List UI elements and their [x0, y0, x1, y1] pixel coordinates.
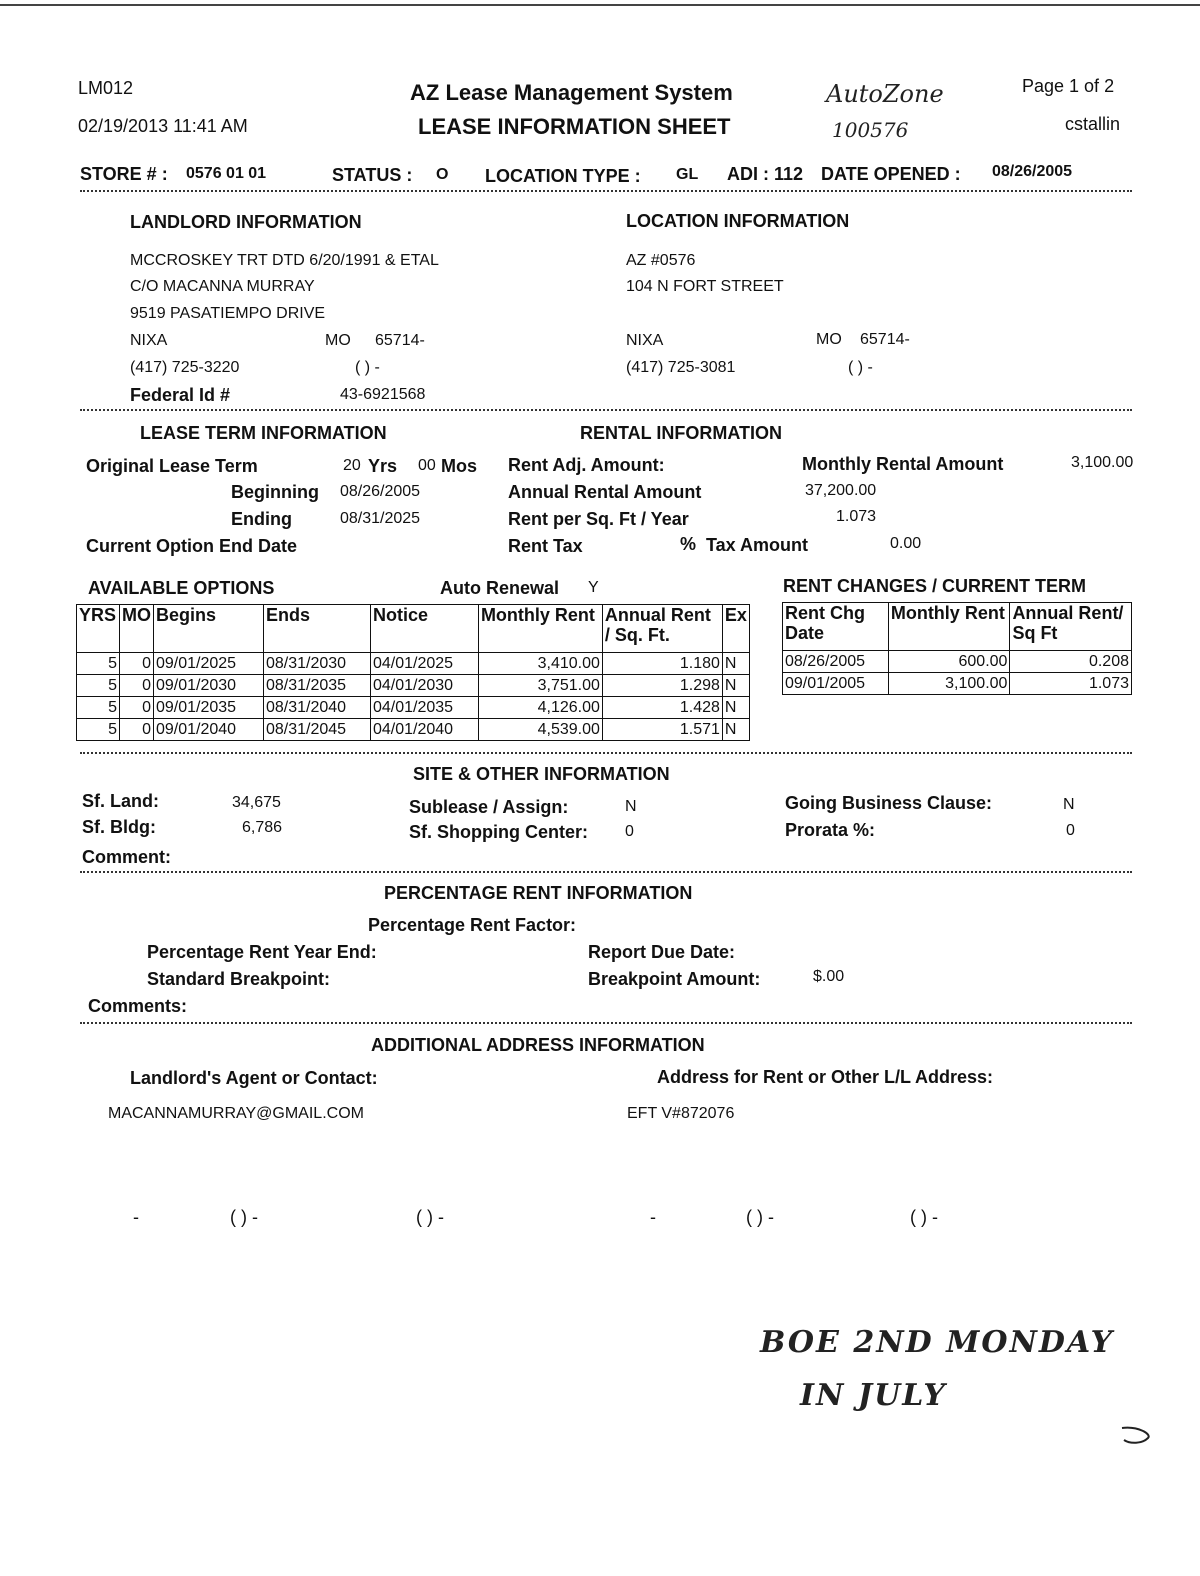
table-row — [77, 719, 750, 741]
rent-tax-label: Rent Tax — [508, 536, 583, 556]
table-row — [77, 675, 750, 697]
sf-land-value: 34,675 — [232, 794, 281, 811]
landlord-state: MO — [325, 332, 351, 349]
standard-breakpoint-label: Standard Breakpoint: — [147, 969, 331, 989]
agent-value: MACANNAMURRAY@GMAIL.COM — [108, 1105, 364, 1122]
separator — [80, 1022, 1132, 1024]
address-label: Address for Rent or Other L/L Address: — [657, 1067, 994, 1087]
cell-begins: 09/01/2025 — [153, 653, 263, 675]
col-header-rent-chg-date: Rent Chg Date — [783, 603, 889, 651]
cell-begins: 09/01/2030 — [153, 675, 263, 697]
rent-sqft-label: Rent per Sq. Ft / Year — [508, 509, 689, 529]
sheet-title: LEASE INFORMATION SHEET — [418, 114, 731, 139]
rent-changes-table — [782, 602, 1132, 695]
address-value: EFT V#872076 — [627, 1105, 735, 1122]
separator — [80, 190, 1132, 192]
term-months: 00 — [418, 457, 436, 474]
rent-changes-heading: RENT CHANGES / CURRENT TERM — [783, 576, 1087, 596]
federal-id-label: Federal Id # — [130, 385, 231, 405]
months-label: Mos — [441, 456, 477, 476]
beginning-value: 08/26/2005 — [340, 483, 421, 500]
location-zip: 65714- — [860, 331, 910, 348]
status-value: O — [436, 166, 449, 183]
location-city: NIXA — [626, 332, 664, 349]
additional-heading: ADDITIONAL ADDRESS INFORMATION — [371, 1035, 705, 1055]
separator — [80, 409, 1132, 411]
landlord-name: MCCROSKEY TRT DTD 6/20/1991 & ETAL — [130, 252, 439, 269]
blank-phone: ( ) - — [746, 1207, 774, 1227]
cell-begins: 09/01/2035 — [153, 697, 263, 719]
col-header-notice: Notice — [370, 605, 478, 653]
options-table — [76, 604, 750, 741]
percentage-factor-label: Percentage Rent Factor: — [368, 915, 577, 935]
blank-phone: ( ) - — [910, 1207, 938, 1227]
going-business-value: N — [1063, 796, 1075, 813]
user-name: cstallin — [1065, 114, 1121, 134]
landlord-zip: 65714- — [375, 332, 425, 349]
store-value: 0576 01 01 — [186, 165, 267, 182]
cell-yrs: 5 — [77, 719, 120, 741]
location-type-label: LOCATION TYPE : — [485, 166, 641, 186]
separator — [80, 752, 1132, 754]
agent-label: Landlord's Agent or Contact: — [130, 1068, 378, 1088]
percentage-heading: PERCENTAGE RENT INFORMATION — [384, 883, 693, 903]
date-opened-value: 08/26/2005 — [992, 163, 1073, 180]
term-years: 20 — [343, 457, 361, 474]
ending-value: 08/31/2025 — [340, 510, 421, 527]
lease-term-heading: LEASE TERM INFORMATION — [140, 423, 387, 443]
date-opened-label: DATE OPENED : — [821, 164, 961, 184]
cell-monthly-rent: 3,410.00 — [478, 653, 602, 675]
col-header-annual-rent-sqft: Annual Rent/ Sq Ft — [1010, 603, 1132, 651]
cell-yrs: 5 — [77, 675, 120, 697]
landlord-heading: LANDLORD INFORMATION — [130, 212, 362, 232]
table-row — [783, 651, 1132, 673]
system-title: AZ Lease Management System — [410, 80, 733, 105]
cell-mo: 0 — [119, 697, 153, 719]
store-label: STORE # : — [80, 164, 168, 184]
annual-rental-label: Annual Rental Amount — [508, 482, 702, 502]
cell-monthly-rent: 4,539.00 — [478, 719, 602, 741]
col-header-begins: Begins — [153, 605, 263, 653]
breakpoint-amount-value: $.00 — [813, 968, 845, 985]
cell-annual-rent-sqft: 1.180 — [602, 653, 722, 675]
cell-ex: N — [722, 719, 749, 741]
options-header-row — [77, 605, 750, 653]
cell-notice: 04/01/2025 — [370, 653, 478, 675]
shopping-center-value: 0 — [625, 823, 634, 840]
table-row — [77, 653, 750, 675]
blank-dash: - — [650, 1207, 656, 1227]
col-header-yrs: YRS — [77, 605, 120, 653]
cell-yrs: 5 — [77, 697, 120, 719]
handwritten-note-line1: BOE 2ND MONDAY — [760, 1325, 1115, 1360]
percentage-year-end-label: Percentage Rent Year End: — [147, 942, 377, 962]
report-datetime: 02/19/2013 11:41 AM — [78, 116, 248, 136]
sf-bldg-value: 6,786 — [242, 819, 283, 836]
cell-notice: 04/01/2040 — [370, 719, 478, 741]
annual-rental-value: 37,200.00 — [805, 482, 877, 499]
col-header-annual-rent-sqft: Annual Rent / Sq. Ft. — [602, 605, 722, 653]
cell-monthly-rent: 600.00 — [888, 651, 1010, 673]
percent-sign: % — [680, 534, 697, 554]
report-due-label: Report Due Date: — [588, 942, 736, 962]
site-heading: SITE & OTHER INFORMATION — [413, 764, 670, 784]
original-term-label: Original Lease Term — [86, 456, 258, 476]
cell-ex: N — [722, 697, 749, 719]
cell-annual-rent-sqft: 1.073 — [1010, 673, 1132, 695]
auto-renewal-label: Auto Renewal — [440, 578, 560, 598]
monthly-rental-value: 3,100.00 — [1071, 454, 1134, 471]
handwritten-mark-icon — [1118, 1420, 1158, 1450]
cell-yrs: 5 — [77, 653, 120, 675]
rent-adj-label: Rent Adj. Amount: — [508, 455, 665, 475]
cell-rent-chg-date: 08/26/2005 — [783, 651, 889, 673]
blank-phone: ( ) - — [416, 1207, 444, 1227]
location-state: MO — [816, 331, 842, 348]
cell-annual-rent-sqft: 1.428 — [602, 697, 722, 719]
col-header-monthly-rent: Monthly Rent — [888, 603, 1010, 651]
going-business-label: Going Business Clause: — [785, 793, 993, 813]
years-label: Yrs — [368, 456, 398, 476]
comments-label: Comments: — [88, 996, 188, 1016]
cell-rent-chg-date: 09/01/2005 — [783, 673, 889, 695]
option-end-label: Current Option End Date — [86, 536, 297, 556]
cell-ex: N — [722, 675, 749, 697]
top-border-line — [0, 4, 1200, 6]
blank-dash: - — [133, 1207, 139, 1227]
status-label: STATUS : — [332, 165, 413, 185]
cell-notice: 04/01/2030 — [370, 675, 478, 697]
col-header-monthly-rent: Monthly Rent — [478, 605, 602, 653]
landlord-street: 9519 PASATIEMPO DRIVE — [130, 305, 326, 322]
cell-ends: 08/31/2030 — [263, 653, 370, 675]
col-header-ends: Ends — [263, 605, 370, 653]
sf-land-label: Sf. Land: — [82, 791, 159, 811]
cell-ends: 08/31/2045 — [263, 719, 370, 741]
federal-id-value: 43-6921568 — [340, 386, 426, 403]
location-street: 104 N FORT STREET — [626, 278, 784, 295]
cell-annual-rent-sqft: 1.298 — [602, 675, 722, 697]
landlord-phone: (417) 725-3220 — [130, 359, 240, 376]
handwritten-company: AutoZone — [826, 80, 944, 108]
prorata-label: Prorata %: — [785, 820, 876, 840]
sublease-label: Sublease / Assign: — [409, 797, 569, 817]
handwritten-number: 100576 — [832, 118, 909, 142]
rent-changes-header-row — [783, 603, 1132, 651]
sf-bldg-label: Sf. Bldg: — [82, 817, 156, 837]
cell-begins: 09/01/2040 — [153, 719, 263, 741]
report-id: LM012 — [78, 78, 134, 98]
cell-ends: 08/31/2035 — [263, 675, 370, 697]
handwritten-note-line2: IN JULY — [800, 1378, 947, 1413]
cell-monthly-rent: 3,751.00 — [478, 675, 602, 697]
col-header-ex: Ex — [722, 605, 749, 653]
cell-mo: 0 — [119, 675, 153, 697]
options-heading: AVAILABLE OPTIONS — [88, 578, 275, 598]
cell-monthly-rent: 3,100.00 — [888, 673, 1010, 695]
cell-mo: 0 — [119, 653, 153, 675]
auto-renewal-value: Y — [588, 579, 599, 596]
location-phone2: ( ) - — [848, 359, 873, 376]
adi-label: ADI : 112 — [727, 164, 804, 184]
table-row — [783, 673, 1132, 695]
location-type-value: GL — [676, 166, 699, 183]
cell-mo: 0 — [119, 719, 153, 741]
rental-heading: RENTAL INFORMATION — [580, 423, 782, 443]
shopping-center-label: Sf. Shopping Center: — [409, 822, 588, 842]
cell-ends: 08/31/2040 — [263, 697, 370, 719]
comment-label: Comment: — [82, 847, 171, 867]
landlord-city: NIXA — [130, 332, 168, 349]
table-row — [77, 697, 750, 719]
cell-monthly-rent: 4,126.00 — [478, 697, 602, 719]
rent-sqft-value: 1.073 — [836, 508, 877, 525]
cell-ex: N — [722, 653, 749, 675]
tax-amount-value: 0.00 — [890, 535, 922, 552]
sublease-value: N — [625, 798, 637, 815]
ending-label: Ending — [231, 509, 292, 529]
separator — [80, 871, 1132, 873]
page-number: Page 1 of 2 — [1022, 76, 1115, 96]
monthly-rental-label: Monthly Rental Amount — [802, 454, 1004, 474]
location-store: AZ #0576 — [626, 252, 696, 269]
landlord-care-of: C/O MACANNA MURRAY — [130, 278, 315, 295]
landlord-phone2: ( ) - — [355, 359, 380, 376]
location-heading: LOCATION INFORMATION — [626, 211, 850, 231]
tax-amount-label: Tax Amount — [706, 535, 808, 555]
prorata-value: 0 — [1066, 822, 1075, 839]
col-header-mo: MO — [119, 605, 153, 653]
cell-annual-rent-sqft: 1.571 — [602, 719, 722, 741]
breakpoint-amount-label: Breakpoint Amount: — [588, 969, 761, 989]
beginning-label: Beginning — [231, 482, 319, 502]
cell-notice: 04/01/2035 — [370, 697, 478, 719]
blank-phone: ( ) - — [230, 1207, 258, 1227]
location-phone: (417) 725-3081 — [626, 359, 736, 376]
cell-annual-rent-sqft: 0.208 — [1010, 651, 1132, 673]
